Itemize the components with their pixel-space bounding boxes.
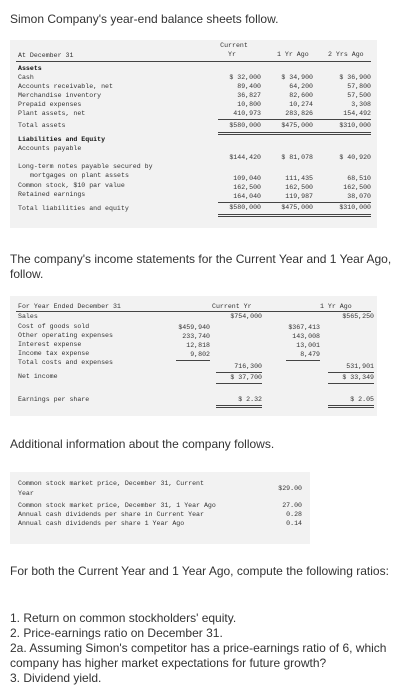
bs-row-label: Merchandise inventory bbox=[18, 92, 102, 99]
bs-le-subtotal-rule bbox=[218, 202, 371, 203]
bs-total-assets-label: Total assets bbox=[18, 122, 66, 129]
is-eps-total-rule-current-2 bbox=[216, 407, 262, 408]
bs-lt-1yr: 111,435 bbox=[285, 175, 313, 182]
add-line1b: Year bbox=[18, 490, 34, 497]
is-cogs-label: Cost of goods sold bbox=[18, 323, 90, 330]
add-val1: $29.00 bbox=[278, 485, 302, 492]
bs-ap-2yr: $ 40,920 bbox=[339, 154, 371, 161]
compute-intro-text: For both the Current Year and 1 Year Ago, compute the following ratios: bbox=[10, 564, 389, 578]
bs-total-le-1yr: $475,000 bbox=[281, 204, 313, 211]
bs-ap-label: Accounts payable bbox=[18, 145, 82, 152]
is-costs-rule-1yr bbox=[286, 360, 320, 361]
bs-le-total-rule bbox=[218, 214, 371, 215]
is-total-costs-label: Total costs and expenses bbox=[18, 359, 113, 366]
bs-total-le-2yr: $310,000 bbox=[339, 204, 371, 211]
add-line2: Common stock market price, December 31, 1 Year Ago bbox=[18, 502, 216, 509]
bs-lt-current: 109,040 bbox=[233, 175, 261, 182]
bs-row-2yr: 57,500 bbox=[347, 92, 371, 99]
bs-row-2yr: $ 36,900 bbox=[339, 74, 371, 81]
is-tax-current: 9,802 bbox=[190, 351, 210, 358]
is-ni-rule-current bbox=[216, 372, 262, 373]
is-eps-total-rule-1yr bbox=[328, 405, 374, 406]
add-val4: 0.14 bbox=[286, 520, 302, 527]
bs-row-current: 410,973 bbox=[233, 110, 261, 117]
bs-col-1yr: 1 Yr Ago bbox=[277, 51, 309, 58]
add-val3: 0.28 bbox=[286, 511, 302, 518]
question-2a: 2a. Assuming Simon's competitor has a price-earnings ratio of 6, which company has higher market expectations for future growth? bbox=[10, 641, 387, 670]
bs-re-current: 164,040 bbox=[233, 193, 261, 200]
bs-col-2yr: 2 Yrs Ago bbox=[328, 51, 364, 58]
is-interest-current: 12,818 bbox=[186, 342, 210, 349]
is-tax-label: Income tax expense bbox=[18, 350, 90, 357]
is-other-label: Other operating expenses bbox=[18, 332, 113, 339]
is-eps-current: $ 2.32 bbox=[238, 396, 262, 403]
is-total-costs-1yr: 531,901 bbox=[346, 363, 374, 370]
is-net-income-current: $ 37,700 bbox=[230, 374, 262, 381]
add-val2: 27.00 bbox=[282, 502, 302, 509]
bs-total-rule-2 bbox=[218, 134, 371, 135]
question-3: 3. Dividend yield. bbox=[10, 671, 102, 685]
is-eps-rule-1yr bbox=[328, 383, 374, 384]
bs-row-label: Cash bbox=[18, 74, 34, 81]
add-line3: Annual cash dividends per share in Current Year bbox=[18, 511, 204, 518]
bs-row-2yr: 3,308 bbox=[351, 101, 371, 108]
bs-row-1yr: 64,200 bbox=[289, 83, 313, 90]
is-cogs-current: $459,940 bbox=[178, 324, 210, 331]
bs-row-current: 10,800 bbox=[237, 101, 261, 108]
bs-cs-1yr: 162,500 bbox=[285, 184, 313, 191]
bs-row-current: 89,400 bbox=[237, 83, 261, 90]
is-total-costs-current: 716,300 bbox=[234, 363, 262, 370]
bs-ap-1yr: $ 81,078 bbox=[281, 154, 313, 161]
income-intro-text: The company's income statements for the Current Year and 1 Year Ago, follow. bbox=[10, 252, 392, 281]
question-2: 2. Price-earnings ratio on December 31. bbox=[10, 626, 223, 640]
bs-total-rule bbox=[218, 132, 371, 133]
bs-lt-label-1: Long-term notes payable secured by bbox=[18, 163, 153, 170]
is-ni-rule-1yr bbox=[328, 372, 374, 373]
bs-row-current: 36,827 bbox=[237, 92, 261, 99]
bs-total-assets-2yr: $310,000 bbox=[339, 122, 371, 129]
is-net-income-label: Net income bbox=[18, 373, 58, 380]
bs-header-rule bbox=[16, 61, 371, 62]
bs-subtotal-rule bbox=[218, 119, 371, 120]
bs-row-1yr: 82,600 bbox=[289, 92, 313, 99]
is-eps-total-rule-current bbox=[216, 405, 262, 406]
is-other-current: 233,740 bbox=[182, 333, 210, 340]
is-header-label: For Year Ended December 31 bbox=[18, 303, 121, 310]
bs-total-le-current: $580,000 bbox=[229, 204, 261, 211]
is-col-1yr: 1 Yr Ago bbox=[320, 303, 352, 310]
is-header-rule bbox=[16, 311, 371, 312]
bs-col-current-yr: Yr bbox=[228, 51, 236, 58]
bs-lt-label-2: mortgages on plant assets bbox=[30, 172, 129, 179]
bs-col-current: Current bbox=[220, 42, 248, 49]
bs-re-label: Retained earnings bbox=[18, 191, 86, 198]
bs-re-1yr: 119,987 bbox=[285, 193, 313, 200]
add-line1a: Common stock market price, December 31, Current bbox=[18, 480, 204, 487]
balance-sheet-table bbox=[10, 40, 377, 228]
bs-assets-title: Assets bbox=[18, 65, 42, 72]
bs-total-le-label: Total liabilities and equity bbox=[18, 205, 129, 212]
is-interest-1yr: 13,001 bbox=[296, 342, 320, 349]
intro-text: Simon Company's year-end balance sheets follow. bbox=[10, 12, 279, 26]
bs-row-label: Plant assets, net bbox=[18, 110, 86, 117]
bs-ap-current: $144,420 bbox=[229, 154, 261, 161]
bs-liab-title: Liabilities and Equity bbox=[18, 136, 106, 143]
is-eps-rule-current bbox=[216, 383, 262, 384]
is-col-current: Current Yr bbox=[212, 303, 252, 310]
is-other-1yr: 143,008 bbox=[292, 333, 320, 340]
is-costs-rule-current bbox=[176, 360, 210, 361]
bs-re-2yr: 38,070 bbox=[347, 193, 371, 200]
bs-lt-2yr: 68,510 bbox=[347, 175, 371, 182]
bs-total-assets-1yr: $475,000 bbox=[281, 122, 313, 129]
is-sales-current: $754,000 bbox=[230, 313, 262, 320]
is-net-income-1yr: $ 33,349 bbox=[342, 374, 374, 381]
is-sales-label: Sales bbox=[18, 313, 38, 320]
bs-row-1yr: 10,274 bbox=[289, 101, 313, 108]
is-sales-1yr: $565,250 bbox=[342, 313, 374, 320]
bs-header-label: At December 31 bbox=[18, 52, 74, 59]
bs-row-2yr: 154,492 bbox=[343, 110, 371, 117]
income-statement-table bbox=[10, 296, 377, 416]
is-tax-1yr: 8,479 bbox=[300, 351, 320, 358]
additional-info-table bbox=[10, 472, 310, 544]
is-cogs-1yr: $367,413 bbox=[288, 324, 320, 331]
is-eps-label: Earnings per share bbox=[18, 396, 90, 403]
bs-row-2yr: 57,800 bbox=[347, 83, 371, 90]
bs-row-1yr: 283,826 bbox=[285, 110, 313, 117]
bs-cs-current: 162,500 bbox=[233, 184, 261, 191]
bs-row-label: Accounts receivable, net bbox=[18, 83, 113, 90]
bs-cs-2yr: 162,500 bbox=[343, 184, 371, 191]
add-line4: Annual cash dividends per share 1 Year Ago bbox=[18, 520, 185, 527]
is-interest-label: Interest expense bbox=[18, 341, 82, 348]
bs-cs-label: Common stock, $10 par value bbox=[18, 182, 125, 189]
additional-intro-text: Additional information about the company follows. bbox=[10, 437, 275, 451]
question-1: 1. Return on common stockholders' equity. bbox=[10, 611, 237, 625]
bs-le-total-rule-2 bbox=[218, 216, 371, 217]
bs-row-current: $ 32,000 bbox=[229, 74, 261, 81]
bs-total-assets-current: $580,000 bbox=[229, 122, 261, 129]
bs-row-label: Prepaid expenses bbox=[18, 101, 82, 108]
is-eps-1yr: $ 2.05 bbox=[350, 396, 374, 403]
is-eps-total-rule-1yr-2 bbox=[328, 407, 374, 408]
bs-row-1yr: $ 34,900 bbox=[281, 74, 313, 81]
